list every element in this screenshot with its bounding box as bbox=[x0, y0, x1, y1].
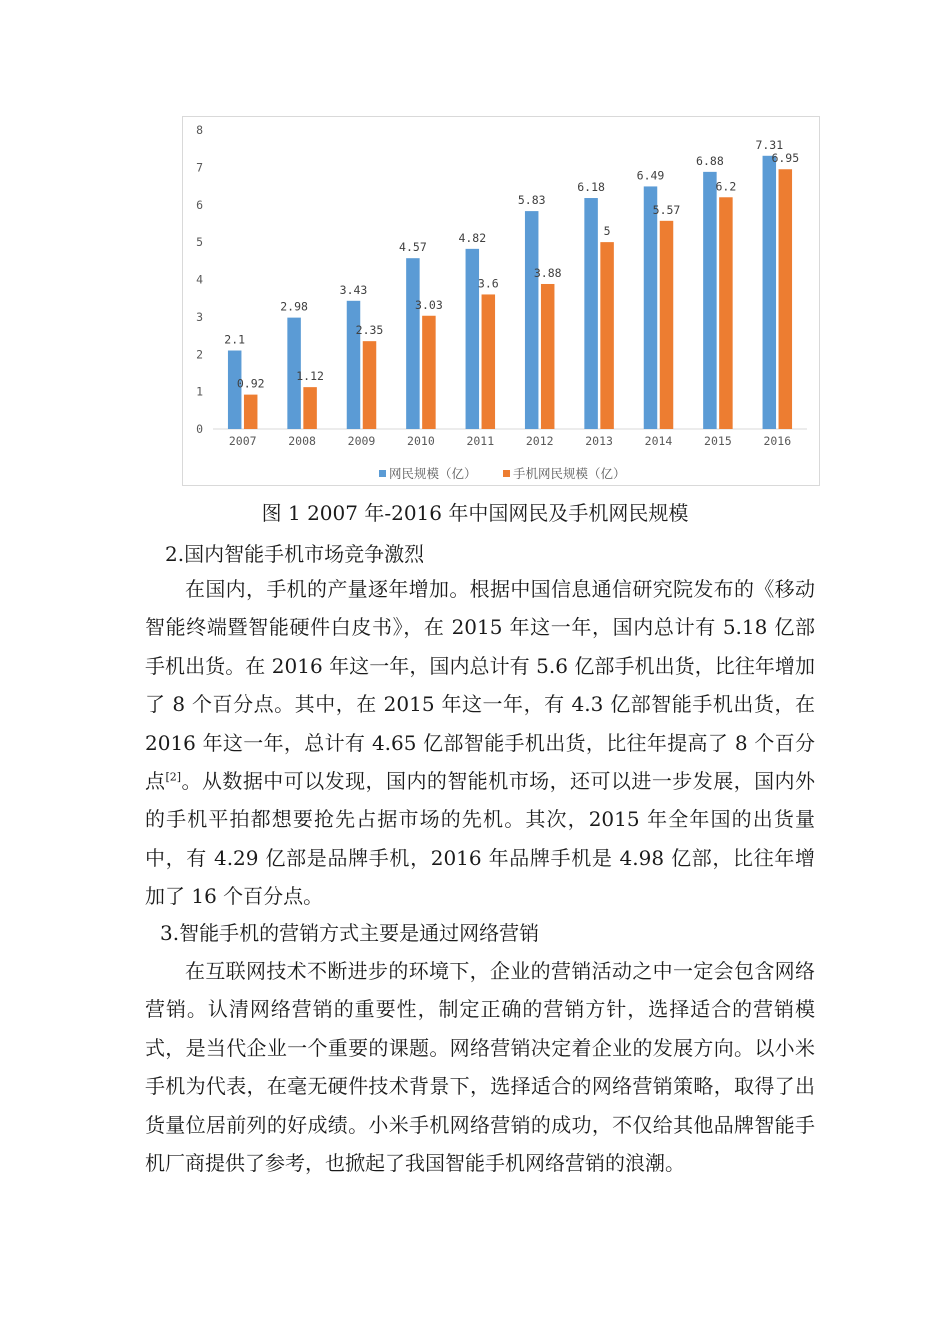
bar-mobile-users bbox=[422, 316, 436, 429]
bar-internet-users bbox=[644, 186, 658, 429]
x-tick-label: 2009 bbox=[347, 434, 376, 448]
bar-mobile-users bbox=[363, 341, 377, 429]
section-3-heading: 3.智能手机的营销方式主要是通过网络营销 bbox=[160, 921, 540, 945]
citation-ref: [2] bbox=[165, 770, 182, 784]
data-label: 1.12 bbox=[296, 369, 324, 384]
data-label: 3.43 bbox=[339, 282, 368, 297]
data-label: 2.1 bbox=[224, 332, 246, 347]
bar-internet-users bbox=[347, 301, 361, 429]
section-2-heading: 2.国内智能手机市场竞争激烈 bbox=[165, 542, 425, 566]
data-label: 5.83 bbox=[517, 193, 546, 208]
x-tick-label: 2015 bbox=[704, 434, 732, 448]
bar-internet-users bbox=[584, 198, 598, 429]
data-label: 2.35 bbox=[355, 323, 384, 338]
bar-internet-users bbox=[703, 172, 717, 429]
y-tick-label: 5 bbox=[196, 235, 203, 250]
legend-label: 手机网民规模（亿） bbox=[513, 466, 626, 481]
section-2-paragraph bbox=[145, 570, 815, 916]
x-tick-label: 2013 bbox=[585, 434, 613, 448]
chart-legend bbox=[379, 466, 626, 481]
bar-internet-users bbox=[406, 258, 420, 429]
section-3-paragraph bbox=[145, 952, 815, 1182]
chart-container bbox=[182, 116, 820, 486]
y-tick-label: 0 bbox=[196, 422, 203, 436]
x-tick-label: 2016 bbox=[763, 434, 792, 448]
data-label: 6.88 bbox=[696, 153, 724, 168]
data-label: 6.49 bbox=[636, 168, 665, 183]
data-label: 4.57 bbox=[399, 240, 427, 255]
bar-mobile-users bbox=[660, 221, 674, 429]
bar-mobile-users bbox=[482, 294, 496, 429]
x-tick-label: 2010 bbox=[407, 434, 435, 448]
data-label: 3.6 bbox=[477, 276, 499, 291]
x-tick-label: 2011 bbox=[466, 434, 495, 448]
bar-mobile-users bbox=[244, 395, 258, 429]
data-label: 0.92 bbox=[236, 376, 265, 391]
data-label: 6.95 bbox=[771, 151, 800, 166]
data-label: 2.98 bbox=[280, 299, 308, 314]
data-label: 6.18 bbox=[577, 180, 605, 195]
section-2-text-a: 在国内，手机的产量逐年增加。根据中国信息通信研究院发布的《移动智能终端暨智能硬件白皮书》，在 2015 年这一年，国内总计有 5.18 亿部手机出货。在 2016 年这一年，国内总计有 5.6 亿部手机出货，比往年增加了 8 个百分点。其中，在 2015 年这一年，有 4.3 亿部智能手机出货，在 2016 年这一年，总计有 4.65 亿部智能手机出货，比往年提高了 8 个百分点 bbox=[145, 577, 815, 794]
bar-internet-users bbox=[763, 156, 777, 429]
y-tick-label: 8 bbox=[196, 123, 203, 137]
data-label: 3.03 bbox=[415, 297, 443, 312]
x-tick-label: 2014 bbox=[644, 434, 673, 448]
bar-mobile-users bbox=[303, 387, 317, 429]
bar-mobile-users bbox=[541, 284, 555, 429]
x-tick-label: 2012 bbox=[525, 434, 554, 448]
x-axis-ticks bbox=[229, 434, 791, 448]
figure-caption: 图 1 2007 年-2016 年中国网民及手机网民规模 bbox=[261, 501, 689, 525]
data-label: 6.2 bbox=[715, 179, 737, 194]
y-tick-label: 6 bbox=[196, 197, 203, 212]
bar-mobile-users bbox=[719, 197, 733, 429]
section-2-text-b: 。从数据中可以发现，国内的智能机市场，还可以进一步发展，国内外的手机平拍都想要抢先占据市场的先机。其次，2015 年全年国的出货量中，有 4.29 亿部是品牌手机，2016 年品牌手机是 4.98 亿部，比往年增加了 16 个百分点。 bbox=[145, 769, 816, 909]
bar-mobile-users bbox=[779, 169, 793, 429]
legend-label: 网民规模（亿） bbox=[389, 466, 477, 481]
legend-swatch bbox=[379, 470, 386, 477]
data-label: 7.31 bbox=[755, 137, 784, 152]
y-tick-label: 4 bbox=[196, 272, 203, 287]
data-label: 4.82 bbox=[458, 230, 487, 245]
x-tick-label: 2008 bbox=[288, 434, 316, 448]
data-label: 5 bbox=[603, 224, 611, 239]
data-label: 5.57 bbox=[652, 202, 681, 217]
bar-mobile-users bbox=[600, 242, 614, 429]
x-tick-label: 2007 bbox=[228, 434, 257, 448]
bar-internet-users bbox=[525, 211, 539, 429]
legend-swatch bbox=[503, 470, 510, 477]
y-tick-label: 3 bbox=[196, 309, 203, 324]
section-3-text: 在互联网技术不断进步的环境下，企业的营销活动之中一定会包含网络营销。认清网络营销的重要性，制定正确的营销方针，选择适合的营销模式，是当代企业一个重要的课题。网络营销决定着企业的发展方向。以小米手机为代表，在毫无硬件技术背景下，选择适合的网络营销策略，取得了出货量位居前列的好成绩。小米手机网络营销的成功，不仅给其他品牌智能手机厂商提供了参考，也掀起了我国智能手机网络营销的浪潮。 bbox=[145, 959, 815, 1176]
y-tick-label: 1 bbox=[196, 384, 203, 399]
y-tick-label: 2 bbox=[196, 347, 203, 362]
bar-chart bbox=[183, 117, 821, 487]
data-label: 3.88 bbox=[533, 265, 562, 280]
y-tick-label: 7 bbox=[196, 160, 203, 175]
y-axis-ticks bbox=[196, 123, 203, 436]
